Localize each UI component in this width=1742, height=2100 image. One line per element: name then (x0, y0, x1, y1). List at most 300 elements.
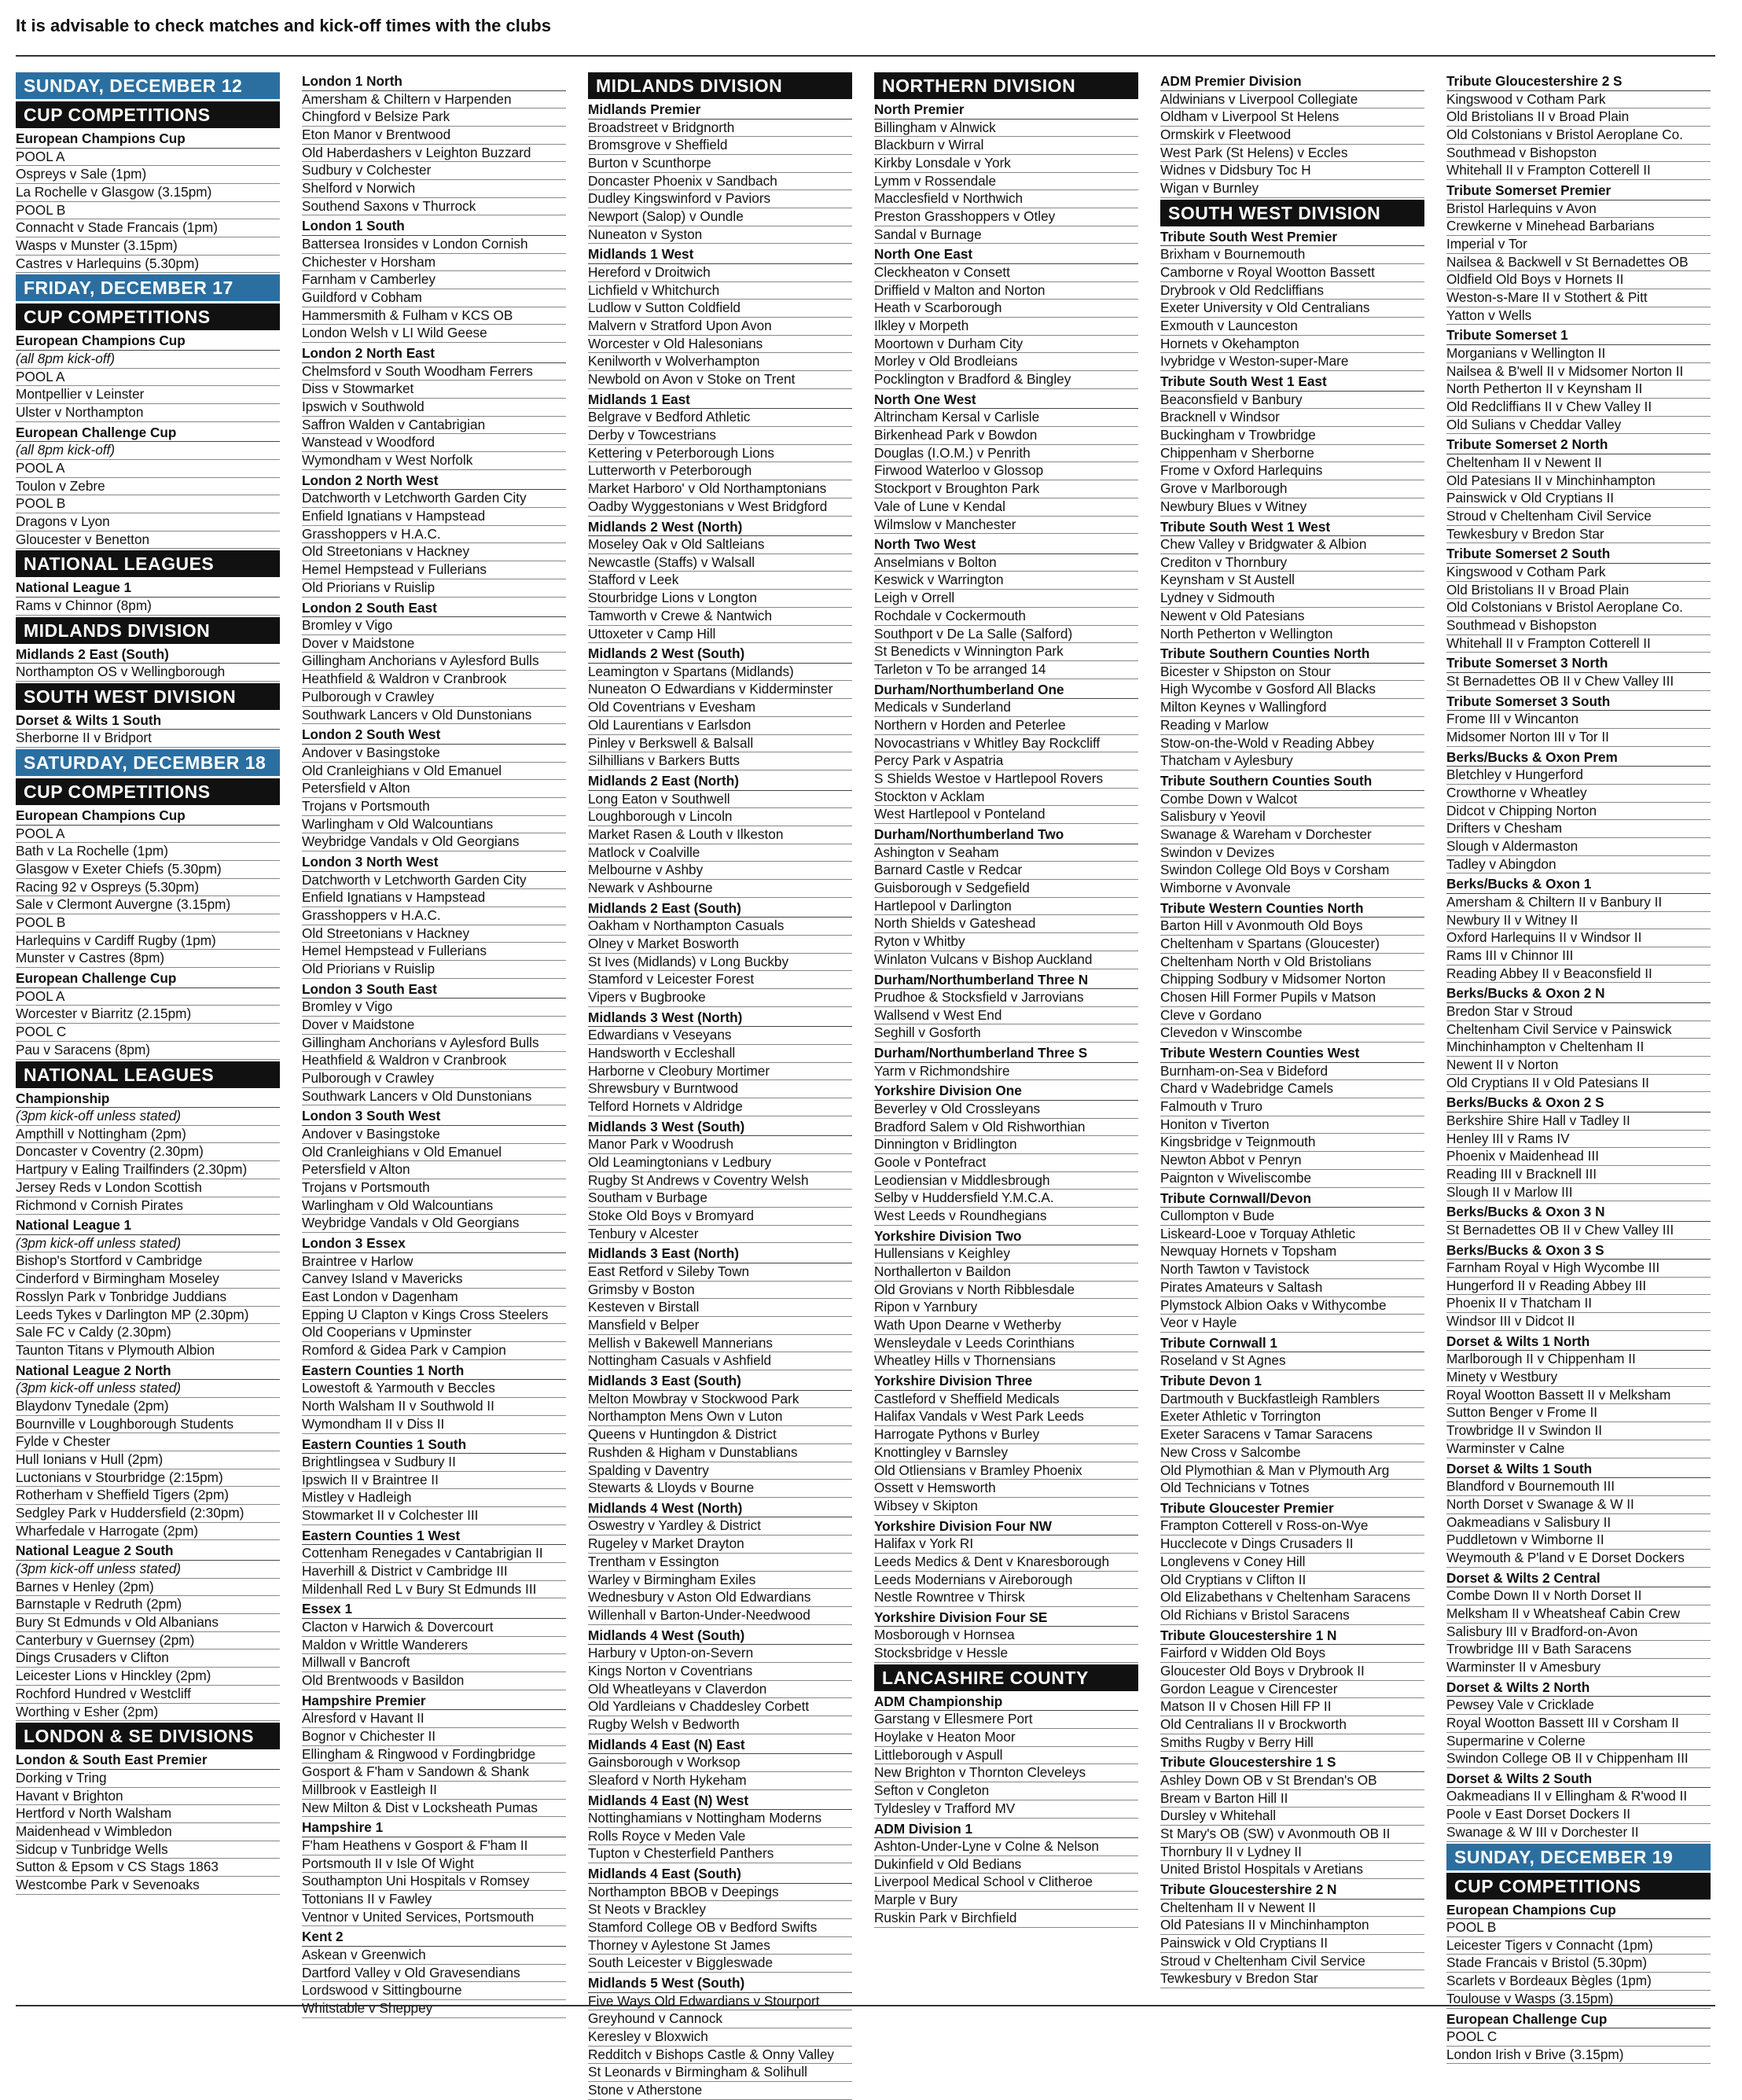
fixture-line: Rugby St Andrews v Coventry Welsh (588, 1172, 852, 1190)
fixture-line: Minety v Westbury (1446, 1369, 1711, 1387)
fixture-line: Mosborough v Hornsea (874, 1627, 1138, 1645)
fixture-line: Harborne v Cleobury Mortimer (588, 1063, 852, 1081)
league-heading: European Champions Cup (16, 333, 280, 351)
fixture-line: Altrincham Kersal v Carlisle (874, 409, 1138, 427)
league-heading: Tribute Gloucestershire 1 S (1160, 1754, 1424, 1772)
league-heading: Tribute South West 1 West (1160, 519, 1424, 537)
league-heading: London 3 South East (302, 981, 566, 999)
fixture-line: La Rochelle v Glasgow (3.15pm) (16, 184, 280, 202)
league-heading: Berks/Bucks & Oxon 2 S (1446, 1094, 1711, 1113)
league-heading: ADM Championship (874, 1694, 1138, 1712)
fixture-line: Kirkby Lonsdale v York (874, 155, 1138, 173)
fixture-line: Doncaster v Coventry (2.30pm) (16, 1143, 280, 1161)
fixture-line: Barnstaple v Redruth (2pm) (16, 1596, 280, 1614)
league-heading: Yorkshire Division Two (874, 1228, 1138, 1246)
fixture-line: North Walsham II v Southwold II (302, 1398, 566, 1416)
fixture-line: POOL A (16, 826, 280, 844)
fixture-line: Swindon v Devizes (1160, 844, 1424, 862)
fixture-line: Queens v Huntingdon & District (588, 1426, 852, 1444)
fixture-line: Bristol Harlequins v Avon (1446, 200, 1711, 219)
fixture-line: Warley v Birmingham Exiles (588, 1572, 852, 1590)
fixture-line: West Leeds v Roundhegians (874, 1208, 1138, 1226)
fixture-line: Montpellier v Leinster (16, 386, 280, 404)
league-heading: European Champions Cup (16, 131, 280, 149)
fixture-line: Hammersmith & Fulham v KCS OB (302, 307, 566, 325)
fixture-line: Old Colstonians v Bristol Aeroplane Co. (1446, 127, 1711, 145)
fixture-line: Chippenham v Sherborne (1160, 445, 1424, 463)
fixture-line: Pirates Amateurs v Saltash (1160, 1279, 1424, 1297)
date-banner: FRIDAY, DECEMBER 17 (16, 274, 280, 301)
league-heading: Midlands 3 East (North) (588, 1245, 852, 1263)
fixture-line: Mildenhall Red L v Bury St Edmunds III (302, 1581, 566, 1599)
fixture-line: Guisborough v Sedgefield (874, 880, 1138, 898)
fixture-line: Nuneaton v Syston (588, 226, 852, 245)
fixture-line: Toulon v Zebre (16, 478, 280, 496)
fixture-line: Enfield Ignatians v Hampstead (302, 508, 566, 526)
league-heading: Midlands Premier (588, 101, 852, 120)
fixture-line: West Park (St Helens) v Eccles (1160, 145, 1424, 163)
fixture-line: North Dorset v Swanage & W II (1446, 1496, 1711, 1514)
fixture-line: Old Streetonians v Hackney (302, 543, 566, 561)
fixture-line: Datchworth v Letchworth Garden City (302, 872, 566, 890)
fixture-line: Munster v Castres (8pm) (16, 950, 280, 968)
fixture-line: Honiton v Tiverton (1160, 1116, 1424, 1135)
fixture-line: Macclesfield v Northwich (874, 190, 1138, 208)
fixture-line: Beverley v Old Crossleyans (874, 1101, 1138, 1119)
fixture-line: Dings Crusaders v Clifton (16, 1649, 280, 1668)
fixture-line: Bradford Salem v Old Rishworthian (874, 1119, 1138, 1137)
fixture-line: Roseland v St Agnes (1160, 1352, 1424, 1370)
fixture-line: Knottingley v Barnsley (874, 1444, 1138, 1462)
fixture-line: Cheltenham II v Newent II (1160, 1900, 1424, 1918)
league-heading: Tribute Gloucestershire 2 S (1446, 73, 1711, 91)
fixture-line: Phoenix v Maidenhead III (1446, 1148, 1711, 1166)
league-heading: National League 2 North (16, 1363, 280, 1381)
fixture-line: Barnard Castle v Redcar (874, 862, 1138, 880)
fixture-line: Wibsey v Skipton (874, 1498, 1138, 1516)
fixture-line: Dinnington v Bridlington (874, 1136, 1138, 1154)
fixture-line: Imperial v Tor (1446, 236, 1711, 254)
fixture-line: Sudbury v Colchester (302, 162, 566, 180)
fixture-line: Maldon v Writtle Wanderers (302, 1637, 566, 1655)
fixture-line: Chichester v Horsham (302, 254, 566, 272)
fixture-line: Combe Down II v North Dorset II (1446, 1587, 1711, 1605)
fixture-line: Sefton v Congleton (874, 1782, 1138, 1800)
fixture-line: Wanstead v Woodford (302, 434, 566, 452)
fixture-line: Chelmsford v South Woodham Ferrers (302, 363, 566, 381)
fixture-line: POOL A (16, 988, 280, 1006)
fixture-line: Newbold on Avon v Stoke on Trent (588, 371, 852, 389)
fixture-line: Vale of Lune v Kendal (874, 498, 1138, 517)
league-heading: London 3 Essex (302, 1235, 566, 1253)
league-heading: Eastern Counties 1 South (302, 1436, 566, 1455)
kickoff-note: (all 8pm kick-off) (16, 351, 280, 369)
fixture-line: Hullensians v Keighley (874, 1245, 1138, 1263)
fixture-line: Pulborough v Crawley (302, 689, 566, 707)
fixture-line: Epping U Clapton v Kings Cross Steelers (302, 1307, 566, 1325)
fixture-line: Bletchley v Hungerford (1446, 767, 1711, 785)
section-banner: MIDLANDS DIVISION (16, 617, 280, 644)
fixture-line: Hartlepool v Darlington (874, 898, 1138, 916)
fixture-line: Buckingham v Trowbridge (1160, 427, 1424, 445)
fixture-line: Weybridge Vandals v Old Georgians (302, 833, 566, 851)
fixture-line: Supermarine v Colerne (1446, 1733, 1711, 1751)
fixture-line: Stocksbridge v Hessle (874, 1645, 1138, 1663)
league-heading: North One West (874, 392, 1138, 410)
fixture-line: Brixham v Bournemouth (1160, 246, 1424, 264)
fixture-line: Maidenhead v Wimbledon (16, 1823, 280, 1841)
fixture-line: Harlequins v Cardiff Rugby (1pm) (16, 932, 280, 951)
fixture-line: Oldham v Liverpool St Helens (1160, 108, 1424, 127)
fixture-line: Goole v Pontefract (874, 1154, 1138, 1172)
fixture-line: Medicals v Sunderland (874, 699, 1138, 717)
fixture-line: Slough v Aldermaston (1446, 838, 1711, 856)
fixture-line: West Hartlepool v Ponteland (874, 806, 1138, 824)
fixture-line: Southwark Lancers v Old Dunstonians (302, 707, 566, 725)
fixture-line: Slough II v Marlow III (1446, 1184, 1711, 1202)
fixture-line: Southampton Uni Hospitals v Romsey (302, 1873, 566, 1891)
fixture-line: Pinley v Berkswell & Balsall (588, 735, 852, 753)
fixture-line: East London v Dagenham (302, 1289, 566, 1307)
fixture-line: Barnes v Henley (2pm) (16, 1579, 280, 1597)
fixture-line: Bromley v Vigo (302, 617, 566, 635)
fixture-line: Keswick v Warrington (874, 572, 1138, 590)
fixture-line: Old Centralians II v Brockworth (1160, 1716, 1424, 1734)
fixture-line: Camborne v Royal Wootton Bassett (1160, 264, 1424, 282)
fixture-line: Willenhall v Barton-Under-Needwood (588, 1607, 852, 1625)
fixture-line: Dudley Kingswinford v Paviors (588, 190, 852, 208)
fixture-line: North Petherton v Wellington (1160, 626, 1424, 644)
fixture-line: Falmouth v Truro (1160, 1098, 1424, 1116)
league-heading: Midlands 1 West (588, 246, 852, 264)
fixture-line: Shelford v Norwich (302, 180, 566, 198)
fixture-line: Hemel Hempstead v Fullerians (302, 561, 566, 579)
fixture-line: Long Eaton v Southwell (588, 791, 852, 809)
section-banner: MIDLANDS DIVISION (588, 72, 852, 99)
fixture-line: POOL A (16, 460, 280, 478)
league-heading: Berks/Bucks & Oxon 3 S (1446, 1242, 1711, 1260)
fixture-line: St Bernadettes OB II v Chew Valley III (1446, 673, 1711, 691)
date-banner: SUNDAY, DECEMBER 19 (1446, 1844, 1711, 1870)
fixture-line: Wymondham v West Norfolk (302, 452, 566, 470)
fixture-line: Whitehall II v Frampton Cotterell II (1446, 162, 1711, 180)
fixture-line: North Petherton II v Keynsham II (1446, 381, 1711, 399)
fixture-line: Leodiensian v Middlesbrough (874, 1172, 1138, 1190)
fixture-line: St Ives (Midlands) v Long Buckby (588, 954, 852, 972)
fixture-line: Crewkerne v Minehead Barbarians (1446, 218, 1711, 236)
league-heading: Tribute Southern Counties South (1160, 773, 1424, 791)
league-heading: London 2 South West (302, 726, 566, 745)
fixture-line: Tyldesley v Trafford MV (874, 1800, 1138, 1819)
fixture-line: Bromsgrove v Sheffield (588, 137, 852, 155)
fixture-line: Gloucester Old Boys v Drybrook II (1160, 1663, 1424, 1681)
fixture-line: Garstang v Ellesmere Port (874, 1711, 1138, 1729)
fixture-line: Oakmeadians v Salisbury II (1446, 1514, 1711, 1532)
fixture-line: Vipers v Bugbrooke (588, 989, 852, 1007)
fixture-line: Bredon Star v Stroud (1446, 1003, 1711, 1021)
league-heading: Tribute Western Counties North (1160, 900, 1424, 918)
fixture-line: Sandal v Burnage (874, 226, 1138, 245)
section-banner: LONDON & SE DIVISIONS (16, 1723, 280, 1749)
fixture-line: East Retford v Sileby Town (588, 1263, 852, 1282)
fixture-line: Kings Norton v Coventrians (588, 1663, 852, 1681)
fixture-line: Fairford v Widden Old Boys (1160, 1645, 1424, 1663)
fixture-line: Old Plymothian & Man v Plymouth Arg (1160, 1462, 1424, 1480)
fixture-line: Phoenix II v Thatcham II (1446, 1295, 1711, 1313)
league-heading: Tribute Gloucestershire 2 N (1160, 1881, 1424, 1900)
fixture-line: Rotherham v Sheffield Tigers (2pm) (16, 1487, 280, 1505)
fixture-line: Morganians v Wellington II (1446, 345, 1711, 363)
fixture-line: St Mary's OB (SW) v Avonmouth OB II (1160, 1826, 1424, 1844)
fixture-line: Ellingham & Ringwood v Fordingbridge (302, 1746, 566, 1764)
fixture-line: Old Priorians v Ruislip (302, 961, 566, 979)
league-heading: Hampshire 1 (302, 1819, 566, 1837)
league-heading: Tribute Southern Counties North (1160, 645, 1424, 664)
fixture-line: Romford & Gidea Park v Campion (302, 1342, 566, 1360)
fixture-line: POOL B (16, 914, 280, 932)
fixture-line: Ospreys v Sale (1pm) (16, 166, 280, 184)
fixture-column-1 (16, 71, 280, 2003)
fixture-line: Dartford Valley v Old Gravesendians (302, 1965, 566, 1983)
fixture-line: Northampton BBOB v Deepings (588, 1884, 852, 1902)
league-heading: Tribute South West 1 East (1160, 373, 1424, 392)
fixture-line: Tenbury v Alcester (588, 1226, 852, 1244)
fixture-line: Havant v Brighton (16, 1788, 280, 1806)
fixture-line: Grasshoppers v H.A.C. (302, 526, 566, 544)
section-banner: SOUTH WEST DIVISION (1160, 200, 1424, 226)
fixture-line: Milton Keynes v Wallingford (1160, 699, 1424, 717)
fixture-line: Doncaster Phoenix v Sandbach (588, 173, 852, 191)
fixture-line: Leicester Tigers v Connacht (1pm) (1446, 1937, 1711, 1955)
fixture-line: Stourbridge Lions v Longton (588, 590, 852, 608)
league-heading: Durham/Northumberland Three S (874, 1045, 1138, 1063)
fixture-line: Old Technicians v Totnes (1160, 1480, 1424, 1498)
fixture-line: Old Colstonians v Bristol Aeroplane Co. (1446, 599, 1711, 617)
fixture-line: Bognor v Chichester II (302, 1728, 566, 1746)
fixture-line: St Leonards v Birmingham & Solihull (588, 2064, 852, 2082)
fixture-line: Lordswood v Sittingbourne (302, 1982, 566, 2000)
league-heading: Midlands 2 East (North) (588, 773, 852, 791)
fixture-line: Sutton & Epsom v CS Stags 1863 (16, 1859, 280, 1877)
fixture-line: Portsmouth II v Isle Of Wight (302, 1855, 566, 1874)
league-heading: Eastern Counties 1 West (302, 1528, 566, 1546)
fixture-line: Sale v Clermont Auvergne (3.15pm) (16, 896, 280, 914)
fixture-line: High Wycombe v Gosford All Blacks (1160, 681, 1424, 699)
fixture-line: Ventnor v United Services, Portsmouth (302, 1909, 566, 1927)
fixture-line: Widnes v Didsbury Toc H (1160, 162, 1424, 180)
fixture-line: Old Richians v Bristol Saracens (1160, 1607, 1424, 1625)
league-heading: Tribute South West Premier (1160, 229, 1424, 247)
fixture-line: Racing 92 v Ospreys (5.30pm) (16, 879, 280, 897)
fixture-line: Yatton v Wells (1446, 307, 1711, 325)
fixture-line: Liverpool Medical School v Clitheroe (874, 1874, 1138, 1892)
fixture-line: Cheltenham Civil Service v Painswick (1446, 1021, 1711, 1039)
fixture-line: Gillingham Anchorians v Aylesford Bulls (302, 1035, 566, 1053)
fixture-line: Burnham-on-Sea v Bideford (1160, 1063, 1424, 1081)
fixture-line: Ormskirk v Fleetwood (1160, 127, 1424, 145)
fixture-line: Ampthill v Nottingham (2pm) (16, 1126, 280, 1144)
fixture-line: Leeds Modernians v Aireborough (874, 1572, 1138, 1590)
date-banner: SATURDAY, DECEMBER 18 (16, 749, 280, 776)
fixture-line: Selby v Huddersfield Y.M.C.A. (874, 1190, 1138, 1208)
fixture-line: Taunton Titans v Plymouth Albion (16, 1342, 280, 1360)
fixture-line: Derby v Towcestrians (588, 427, 852, 445)
fixture-line: Liskeard-Looe v Torquay Athletic (1160, 1226, 1424, 1244)
fixture-line: Newbury II v Witney II (1446, 912, 1711, 930)
section-banner: CUP COMPETITIONS (16, 101, 280, 128)
fixture-line: Nailsea & B'well II v Midsomer Norton II (1446, 363, 1711, 381)
fixture-line: Gosport & F'ham v Sandown & Shank (302, 1763, 566, 1782)
league-heading: Midlands 4 West (South) (588, 1627, 852, 1646)
league-heading: European Champions Cup (1446, 1902, 1711, 1920)
fixture-line: Enfield Ignatians v Hampstead (302, 889, 566, 907)
fixture-line: Weston-s-Mare II v Stothert & Pitt (1446, 289, 1711, 307)
fixture-line: Old Cryptians II v Old Patesians II (1446, 1075, 1711, 1093)
fixture-line: Stamford v Leicester Forest (588, 971, 852, 989)
top-divider (16, 55, 1715, 57)
league-heading: London 2 North West (302, 473, 566, 491)
fixture-line: Eton Manor v Brentwood (302, 127, 566, 145)
fixture-line: Kingswood v Cotham Park (1446, 91, 1711, 109)
fixture-line: Stoke Old Boys v Bromyard (588, 1208, 852, 1226)
fixture-line: Grasshoppers v H.A.C. (302, 907, 566, 925)
fixture-line: Tupton v Chesterfield Panthers (588, 1845, 852, 1863)
fixture-line: Heathfield & Waldron v Cranbrook (302, 1052, 566, 1070)
fixture-line: Bicester v Shipston on Stour (1160, 664, 1424, 682)
fixture-line: Canvey Island v Mavericks (302, 1271, 566, 1289)
fixture-line: Heath v Scarborough (874, 300, 1138, 318)
fixture-line: Wednesbury v Aston Old Edwardians (588, 1589, 852, 1607)
fixture-line: Frome III v Wincanton (1446, 711, 1711, 729)
fixture-line: Weymouth & P'land v E Dorset Dockers (1446, 1550, 1711, 1568)
league-heading: London 1 North (302, 73, 566, 91)
fixture-column-2 (302, 71, 566, 2017)
league-heading: London 2 North East (302, 345, 566, 363)
fixture-line: Swanage & W III v Dorchester II (1446, 1824, 1711, 1842)
fixture-line: Old Patesians II v Minchinhampton (1160, 1917, 1424, 1935)
fixture-line: Northampton OS v Wellingborough (16, 664, 280, 682)
fixture-line: Farnham Royal v High Wycombe III (1446, 1260, 1711, 1278)
fixture-line: Mistley v Hadleigh (302, 1489, 566, 1507)
fixture-line: POOL C (16, 1024, 280, 1042)
fixture-line: Poole v East Dorset Dockers II (1446, 1806, 1711, 1824)
section-banner: NATIONAL LEAGUES (16, 1061, 280, 1088)
kickoff-note: (3pm kick-off unless stated) (16, 1380, 280, 1398)
fixture-line: Royal Wootton Bassett III v Corsham II (1446, 1715, 1711, 1733)
kickoff-note: (3pm kick-off unless stated) (16, 1561, 280, 1579)
fixture-line: Reading III v Bracknell III (1446, 1166, 1711, 1184)
fixture-line: Hartpury v Ealing Trailfinders (2.30pm) (16, 1161, 280, 1179)
fixture-line: Keynsham v St Austell (1160, 572, 1424, 590)
fixture-line: Harbury v Upton-on-Severn (588, 1645, 852, 1663)
league-heading: Midlands 2 East (South) (588, 900, 852, 918)
fixture-line: Worcester v Biarritz (2.15pm) (16, 1006, 280, 1024)
fixture-line: POOL A (16, 369, 280, 387)
fixture-line: Whitehall II v Frampton Cotterell II (1446, 635, 1711, 653)
league-heading: London 2 South East (302, 600, 566, 618)
league-heading: Dorset & Wilts 1 South (16, 712, 280, 730)
fixture-line: Market Rasen & Louth v Ilkeston (588, 826, 852, 844)
fixture-line: Swindon College OB II v Chippenham III (1446, 1750, 1711, 1768)
fixture-line: Melton Mowbray v Stockwood Park (588, 1391, 852, 1409)
league-heading: Tribute Western Counties West (1160, 1045, 1424, 1063)
fixture-line: Dover v Maidstone (302, 635, 566, 653)
fixture-line: Wigan v Burnley (1160, 180, 1424, 198)
fixture-line: Rochdale v Cockermouth (874, 608, 1138, 626)
league-heading: Yorkshire Division Four SE (874, 1609, 1138, 1627)
fixture-line: Southend Saxons v Thurrock (302, 198, 566, 216)
fixture-line: Grove v Marlborough (1160, 480, 1424, 498)
fixture-line: Nottingham Casuals v Ashfield (588, 1352, 852, 1370)
fixture-line: Painswick v Old Cryptians II (1446, 490, 1711, 508)
fixture-line: St Neots v Brackley (588, 1901, 852, 1919)
fixture-line: Fylde v Chester (16, 1433, 280, 1451)
fixture-line: Warminster II v Amesbury (1446, 1659, 1711, 1677)
fixture-line: Oldfield Old Boys v Hornets II (1446, 271, 1711, 289)
league-heading: Eastern Counties 1 North (302, 1363, 566, 1381)
fixture-line: Old Patesians II v Minchinhampton (1446, 473, 1711, 491)
fixture-line: Ashley Down OB v St Brendan's OB (1160, 1772, 1424, 1790)
fixture-line: Stockport v Broughton Park (874, 480, 1138, 498)
fixture-line: Chipping Sodbury v Midsomer Norton (1160, 971, 1424, 989)
fixture-line: Crediton v Thornbury (1160, 554, 1424, 572)
league-heading: European Challenge Cup (16, 970, 280, 988)
fixture-line: Trojans v Portsmouth (302, 798, 566, 816)
fixture-line: Frampton Cotterell v Ross-on-Wye (1160, 1517, 1424, 1535)
fixture-line: Millbrook v Eastleigh II (302, 1782, 566, 1800)
fixture-line: Bromley v Vigo (302, 999, 566, 1017)
fixture-line: Swanage & Wareham v Dorchester (1160, 826, 1424, 844)
fixture-line: Tewkesbury v Bredon Star (1446, 526, 1711, 544)
fixture-line: Redditch v Bishops Castle & Onny Valley (588, 2047, 852, 2065)
fixture-line: Manor Park v Woodrush (588, 1136, 852, 1154)
fixture-line: Moortown v Durham City (874, 336, 1138, 354)
fixture-line: Puddletown v Wimborne II (1446, 1532, 1711, 1550)
fixture-line: Lowestoft & Yarmouth v Beccles (302, 1380, 566, 1398)
fixture-line: Lydney v Sidmouth (1160, 590, 1424, 608)
section-banner: SOUTH WEST DIVISION (16, 683, 280, 710)
league-heading: Midlands 4 West (North) (588, 1500, 852, 1518)
fixture-line: Southmead v Bishopston (1446, 145, 1711, 163)
league-heading: Dorset & Wilts 2 North (1446, 1679, 1711, 1697)
fixture-line: Old Elizabethans v Cheltenham Saracens (1160, 1589, 1424, 1607)
fixture-line: Andover v Basingstoke (302, 1126, 566, 1144)
fixture-line: Rolls Royce v Meden Vale (588, 1828, 852, 1846)
section-banner: CUP COMPETITIONS (16, 778, 280, 805)
fixture-line: Wensleydale v Leeds Corinthians (874, 1335, 1138, 1353)
fixture-line: Guildford v Cobham (302, 289, 566, 307)
fixture-line: Stroud v Cheltenham Civil Service (1446, 508, 1711, 526)
fixture-line: Rugby Welsh v Bedworth (588, 1716, 852, 1734)
league-heading: Berks/Bucks & Oxon 3 N (1446, 1204, 1711, 1222)
fixture-line: Hungerford II v Reading Abbey III (1446, 1278, 1711, 1296)
fixture-line: Stewarts & Lloyds v Bourne (588, 1480, 852, 1498)
section-banner: CUP COMPETITIONS (1446, 1873, 1711, 1900)
fixture-line: Greyhound v Cannock (588, 2010, 852, 2028)
league-heading: Midlands 4 East (South) (588, 1866, 852, 1884)
fixture-line: Malvern v Stratford Upon Avon (588, 318, 852, 336)
league-heading: Tribute Somerset 3 South (1446, 693, 1711, 712)
fixture-line: Wasps v Munster (3.15pm) (16, 237, 280, 256)
fixture-line: Newent II v Norton (1446, 1057, 1711, 1075)
fixture-line: Saffron Walden v Cantabrigian (302, 417, 566, 435)
fixture-line: Edwardians v Veseyans (588, 1027, 852, 1045)
fixture-line: Newton Abbot v Penryn (1160, 1152, 1424, 1170)
fixture-line: Castres v Harlequins (5.30pm) (16, 256, 280, 274)
fixture-line: Trowbridge III v Bath Saracens (1446, 1641, 1711, 1659)
fixture-line: Smiths Rugby v Berry Hill (1160, 1734, 1424, 1752)
fixture-line: St Benedicts v Winnington Park (874, 643, 1138, 661)
